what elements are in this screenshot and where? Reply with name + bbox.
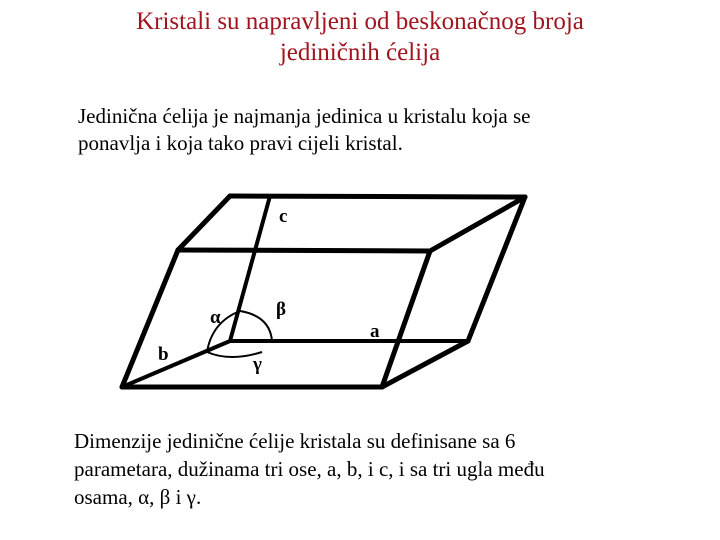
label-beta: β xyxy=(276,299,287,320)
slide-title-line-1: Kristali su napravljeni od beskonačnog broja xyxy=(136,8,584,35)
caption-paragraph xyxy=(74,427,694,511)
edge-top-right xyxy=(430,197,525,251)
caption-line-2: parametara, dužinama tri ose, a, b, i c, i sa tri ugla među xyxy=(74,457,545,481)
label-gamma: γ xyxy=(253,354,262,375)
axis-c xyxy=(230,196,270,341)
edge-top-left xyxy=(178,196,230,250)
intro-line-2: ponavlja i koja tako pravi cijeli kristal. xyxy=(78,131,403,155)
caption-line-3: osama, α, β i γ. xyxy=(74,485,202,509)
label-alpha: α xyxy=(210,307,221,328)
label-b: b xyxy=(158,344,169,365)
angle-arc-beta xyxy=(240,311,272,341)
edge-top-back xyxy=(230,196,525,197)
label-c: c xyxy=(279,206,288,227)
intro-line-1: Jedinična ćelija je najmanja jedinica u kristalu koja se xyxy=(78,104,531,128)
slide-title-line-2: jediničnih ćelija xyxy=(279,39,441,66)
edge-top-front xyxy=(178,250,430,251)
label-a: a xyxy=(370,321,380,342)
caption-line-1: Dimenzije jedinične ćelije kristala su definisane sa 6 xyxy=(74,429,516,453)
edge-vertical-back-right xyxy=(468,197,525,341)
